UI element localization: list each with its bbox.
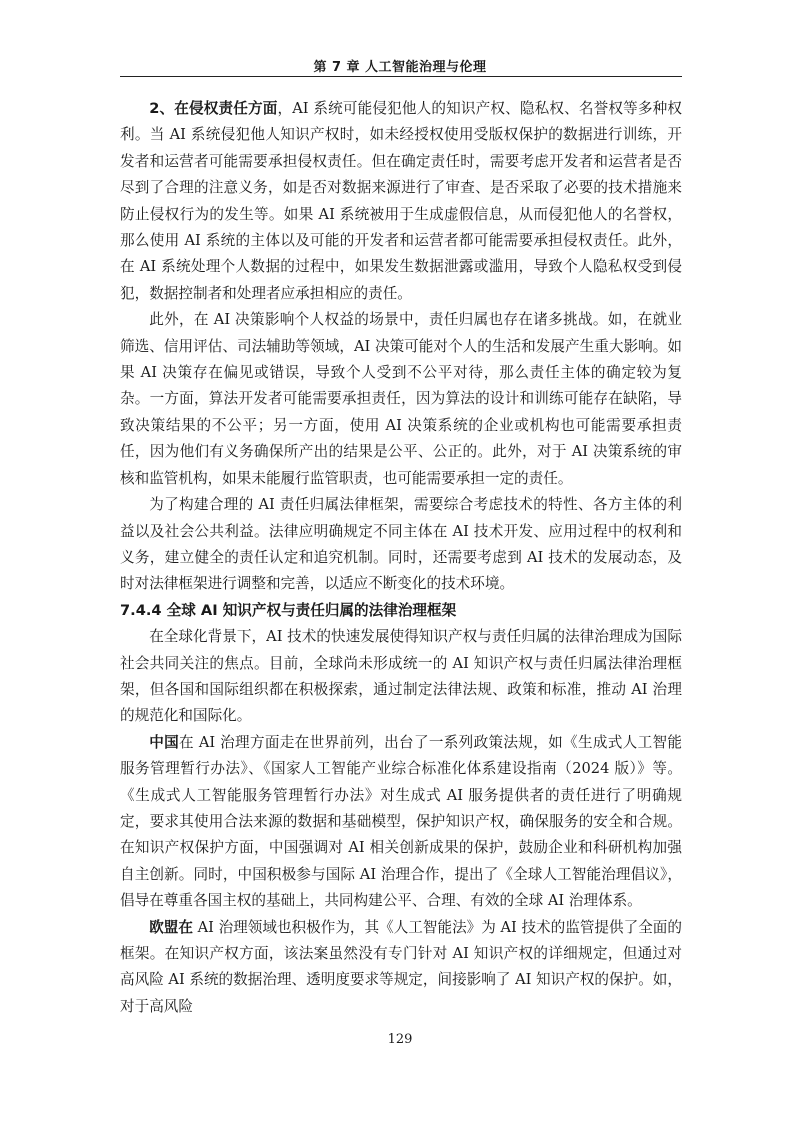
paragraph-text-tort-liability: ，AI 系统可能侵犯他人的知识产权、隐私权、名誉权等多种权利。当 AI 系统侵犯他人知识产权时，如未经授权使用受版权保护的数据进行训练，开发者和运营者可能需要承担侵权责任。但在确定责任时，需要考虑开发者和运营者是否尽到了合理的注意义务，如是否对数据来源进行了审查、是否采取了必要的技术措施来防止侵权行为的发生等。如果 AI 系统被用于生成虚假信息，从而侵犯他人的名誉权，那么使用 AI 系统的主体以及可能的开发者和运营者都可能需要承担侵权责任。此外，在 AI 系统处理个人数据的过程中，如果发生数据泄露或滥用，导致个人隐私权受到侵犯，数据控制者和处理者应承担相应的责任。 <box>120 100 682 302</box>
paragraph-global-context: 在全球化背景下，AI 技术的快速发展使得知识产权与责任归属的法律治理成为国际社会共同关注的焦点。目前，全球尚未形成统一的 AI 知识产权与责任归属法律治理框架，但各国和国际组织都在积极探索，通过制定法律法规、政策和标准，推动 AI 治理的规范化和国际化。 <box>120 628 682 725</box>
paragraph-tort-liability <box>120 96 682 307</box>
paragraph-eu <box>120 915 682 1021</box>
paragraph-text-eu: AI 治理领域也积极作为，其《人工智能法》为 AI 技术的监管提供了全面的框架。在知识产权方面，该法案虽然没有专门针对 AI 知识产权的详细规定，但通过对高风险 AI 系统的数据治理、透明度要求等规定，间接影响了 AI 知识产权的保护。如，对于高风险 <box>120 918 682 1015</box>
paragraph-legal-framework: 为了构建合理的 AI 责任归属法律框架，需要综合考虑技术的特性、各方主体的利益以及社会公共利益。法律应明确规定不同主体在 AI 技术开发、应用过程中的权利和义务，建立健全的责任认定和追究机制。同时，还需要考虑到 AI 技术的发展动态，及时对法律框架进行调整和完善，以适应不断变化的技术环境。 <box>120 496 682 593</box>
paragraph-china <box>120 730 682 915</box>
paragraph-ai-decision-liability: 此外，在 AI 决策影响个人权益的场景中，责任归属也存在诸多挑战。如，在就业筛选、信用评估、司法辅助等领域，AI 决策可能对个人的生活和发展产生重大影响。如果 AI 决策存在偏见或错误，导致个人受到不公平对待，那么责任主体的确定较为复杂。一方面，算法开发者可能需要承担责任，因为算法的设计和训练可能存在缺陷，导致决策结果的不公平；另一方面，使用 AI 决策系统的企业或机构也可能需要承担责任，因为他们有义务确保所产出的结果是公平、公正的。此外，对于 AI 决策系统的审核和监管机构，如果未能履行监管职责，也可能需要承担一定的责任。 <box>120 311 682 487</box>
paragraph-lead-tort-liability: 2、在侵权责任方面 <box>149 100 278 117</box>
main-content <box>120 96 682 1020</box>
page-number: 129 <box>387 1032 413 1047</box>
header-divider <box>120 76 682 77</box>
section-heading-7-4-4: 7.4.4 全球 AI 知识产权与责任归属的法律治理框架 <box>120 601 457 619</box>
paragraph-text-china: 在 AI 治理方面走在世界前列，出台了一系列政策法规，如《生成式人工智能服务管理暂行办法》、《国家人工智能产业综合标准化体系建设指南（2024 版）》等。《生成式人工智能服务管理暂行办法》对生成式 AI 服务提供者的责任进行了明确规定，要求其使用合法来源的数据和基础模型，保护知识产权，确保服务的安全和合规。在知识产权保护方面，中国强调对 AI 相关创新成果的保护，鼓励企业和科研机构加强自主创新。同时，中国积极参与国际 AI 治理合作，提出了《全球人工智能治理倡议》，倡导在尊重各国主权的基础上，共同构建公平、合理、有效的全球 AI 治理体系。 <box>120 733 682 910</box>
paragraph-lead-china: 中国 <box>149 733 180 751</box>
page-header: 第 7 章 人工智能治理与伦理 <box>313 60 487 75</box>
paragraph-lead-eu: 欧盟在 <box>149 918 193 936</box>
